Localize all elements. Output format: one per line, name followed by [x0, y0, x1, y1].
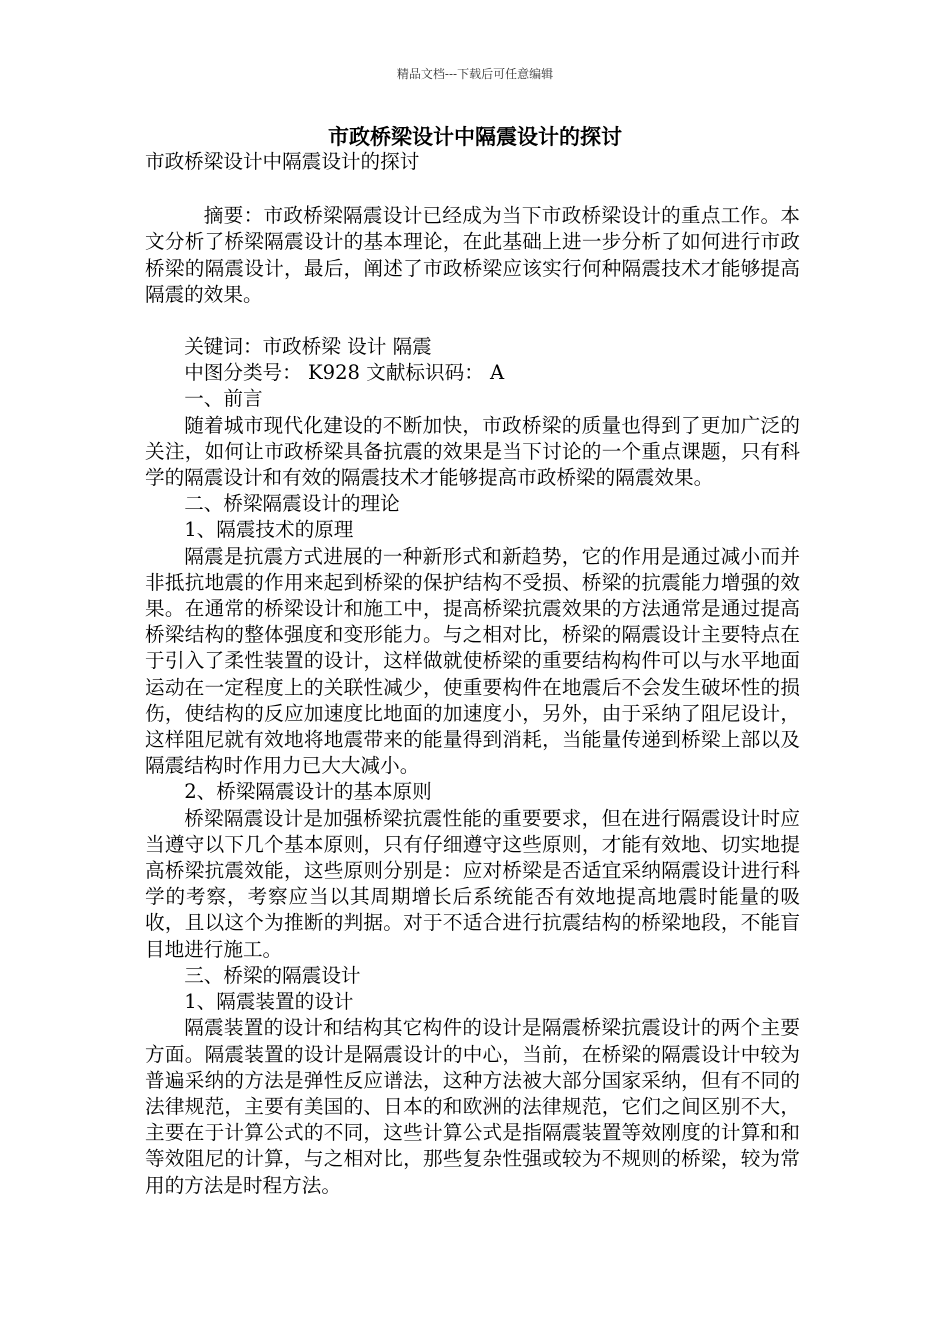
- section-heading-design: 三、桥梁的隔震设计: [184, 963, 361, 987]
- spacer: [145, 308, 800, 334]
- abstract-paragraph: 摘要：市政桥梁隔震设计已经成为当下市政桥梁设计的重点工作。本文分析了桥梁隔震设计的基本理论，在此基础上进一步分析了如何进行市政桥梁的隔震设计，最后，阐述了市政桥梁应该实行何种隔震技术才能够提高隔震的效果。: [145, 204, 800, 306]
- subsection-heading-principle: 1、隔震技术的原理: [184, 518, 354, 542]
- spacer: [145, 175, 800, 203]
- classification-line: 中图分类号： K928 文献标识码： A: [184, 361, 505, 385]
- document-body: [145, 149, 800, 1199]
- subsection-heading-basic-rules: 2、桥梁隔震设计的基本原则: [184, 780, 432, 804]
- page-header-note: 精品文档---下载后可任意编辑: [396, 67, 554, 81]
- keywords-line: 关键词：市政桥梁 设计 隔震: [184, 335, 432, 359]
- subsection-heading-device-design: 1、隔震装置的设计: [184, 990, 354, 1014]
- document-subtitle: 市政桥梁设计中隔震设计的探讨: [145, 150, 420, 173]
- document-title: 市政桥梁设计中隔震设计的探讨: [328, 124, 622, 149]
- section-heading-theory: 二、桥梁隔震设计的理论: [184, 492, 400, 516]
- section-paragraph-preface: 随着城市现代化建设的不断加快，市政桥梁的质量也得到了更加广泛的关注，如何让市政桥梁具备抗震的效果是当下讨论的一个重点课题，只有科学的隔震设计和有效的隔震技术才能够提高市政桥梁的隔震效果。: [145, 413, 800, 490]
- subsection-paragraph-device-design: 隔震装置的设计和结构其它构件的设计是隔震桥梁抗震设计的两个主要方面。隔震装置的设计是隔震设计的中心，当前，在桥梁的隔震设计中较为普遍采纳的方法是弹性反应谱法，这种方法被大部分国家采纳，但有不同的法律规范，主要有美国的、日本的和欧洲的法律规范，它们之间区别不大，主要在于计算公式的不同，这些计算公式是指隔震装置等效刚度的计算和和等效阻尼的计算，与之相对比，那些复杂性强或较为不规则的桥梁，较为常用的方法是时程方法。: [145, 1016, 800, 1197]
- section-heading-preface: 一、前言: [184, 387, 263, 411]
- subsection-paragraph-principle: 隔震是抗震方式进展的一种新形式和新趋势，它的作用是通过减小而并非抵抗地震的作用来起到桥梁的保护结构不受损、桥梁的抗震能力增强的效果。在通常的桥梁设计和施工中，提高桥梁抗震效果的方法通常是通过提高桥梁结构的整体强度和变形能力。与之相对比，桥梁的隔震设计主要特点在于引入了柔性装置的设计，这样做就使桥梁的重要结构构件可以与水平地面运动在一定程度上的关联性减少，使重要构件在地震后不会发生破坏性的损伤，使结构的反应加速度比地面的加速度小，另外，由于采纳了阻尼设计，这样阻尼就有效地将地震带来的能量得到消耗，当能量传递到桥梁上部以及隔震结构时作用力已大大减小。: [145, 544, 800, 778]
- subsection-paragraph-basic-rules: 桥梁隔震设计是加强桥梁抗震性能的重要要求，但在进行隔震设计时应当遵守以下几个基本原则，只有仔细遵守这些原则，才能有效地、切实地提高桥梁抗震效能，这些原则分别是：应对桥梁是否适宜采纳隔震设计进行科学的考察，考察应当以其周期增长后系统能否有效地提高地震时能量的吸收，且以这个为推断的判据。对于不适合进行抗震结构的桥梁地段，不能盲目地进行施工。: [145, 806, 800, 961]
